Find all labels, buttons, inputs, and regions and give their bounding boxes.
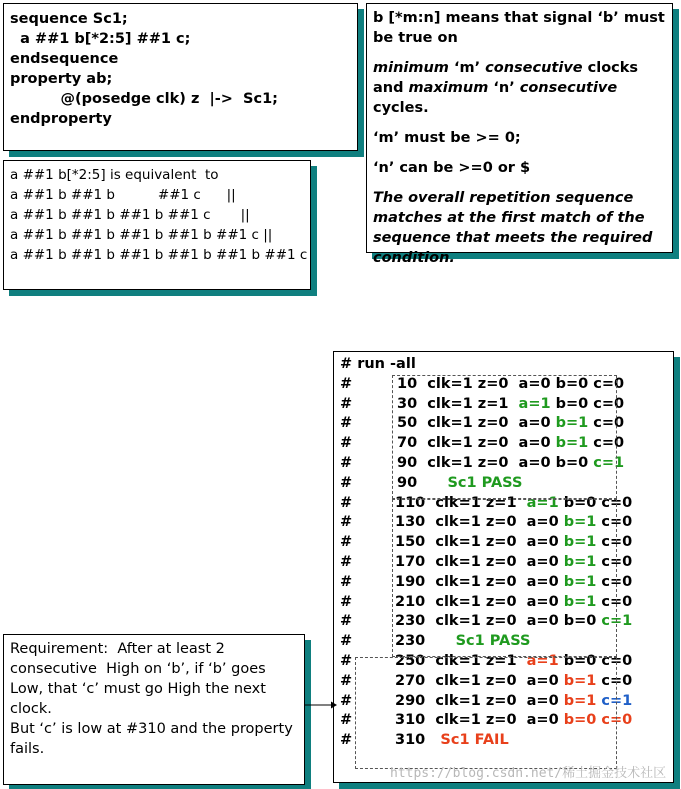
log-segment: b=0 c=0 bbox=[558, 652, 633, 669]
log-segment: 190 clk=1 z=0 a=0 bbox=[395, 573, 564, 590]
rule-text: clocks and bbox=[373, 60, 639, 96]
log-segment: c=0 bbox=[588, 415, 625, 432]
equiv-line: a ##1 b ##1 b ##1 c || bbox=[10, 187, 236, 203]
log-segment: 90 bbox=[397, 474, 448, 491]
log-segment: Sc1 PASS bbox=[447, 474, 523, 491]
log-segment: 230 bbox=[395, 633, 456, 650]
log-segment: a=1 bbox=[526, 652, 559, 669]
log-segment: 70 clk=1 z=0 a=0 bbox=[397, 435, 556, 452]
log-hash: # bbox=[340, 692, 353, 709]
log-segment: b=1 bbox=[563, 593, 597, 610]
rule-text: maximum bbox=[408, 80, 489, 96]
log-hash: # bbox=[340, 553, 353, 570]
simulation-log bbox=[333, 351, 674, 783]
log-header: # run -all bbox=[340, 356, 416, 372]
repetition-rule-notes bbox=[366, 3, 673, 266]
equiv-line: a ##1 b ##1 b ##1 b ##1 c || bbox=[10, 207, 250, 223]
log-segment: b=1 bbox=[563, 534, 597, 551]
log-segment: c=1 bbox=[593, 454, 625, 471]
log-hash: # bbox=[340, 534, 353, 551]
log-segment: 150 clk=1 z=0 a=0 bbox=[395, 534, 564, 551]
log-segment: c=0 bbox=[596, 514, 633, 531]
log-hash: # bbox=[340, 573, 353, 590]
log-segment: c=1 bbox=[601, 613, 633, 630]
pass-window-2 bbox=[392, 499, 617, 657]
log-segment: 250 clk=1 z=1 bbox=[395, 652, 527, 669]
code-line: sequence Sc1; bbox=[10, 11, 128, 27]
rule-text: minimum bbox=[373, 60, 449, 76]
pass-window-1 bbox=[392, 375, 617, 499]
sequence-property-code bbox=[3, 3, 358, 151]
log-hash: # bbox=[340, 593, 353, 610]
req-line: Low, that ‘c’ must go High the next bbox=[10, 681, 266, 697]
rule-first-match: The overall repetition sequence matches at the first match of the sequence that meets the required condition. bbox=[373, 190, 653, 266]
pointer-arrow-icon bbox=[305, 700, 337, 710]
log-segment: 230 clk=1 z=0 a=0 b=0 bbox=[395, 613, 602, 630]
log-hash: # bbox=[340, 494, 353, 511]
log-segment: 110 clk=1 z=1 bbox=[395, 494, 527, 511]
rule-text: ‘n’ bbox=[488, 80, 520, 96]
rule-text: consecutive bbox=[519, 80, 618, 96]
log-segment: b=1 bbox=[563, 692, 597, 709]
log-segment: 10 clk=1 z=0 a=0 b=0 c=0 bbox=[397, 375, 625, 392]
log-segment: b=1 bbox=[563, 553, 597, 570]
log-segment: c=0 bbox=[596, 593, 633, 610]
log-hash: # bbox=[340, 395, 353, 412]
log-segment: b=0 c=0 bbox=[563, 712, 633, 729]
equivalence-explanation bbox=[3, 160, 311, 290]
log-segment: b=0 c=0 bbox=[558, 494, 633, 511]
log-segment: c=0 bbox=[596, 534, 633, 551]
fail-window bbox=[355, 657, 617, 769]
code-line: a ##1 b[*2:5] ##1 c; bbox=[10, 31, 191, 47]
log-segment: b=1 bbox=[555, 415, 589, 432]
log-segment: Sc1 FAIL bbox=[440, 732, 509, 749]
log-segment: b=0 c=0 bbox=[550, 395, 625, 412]
log-segment: 130 clk=1 z=0 a=0 bbox=[395, 514, 564, 531]
log-segment: c=0 bbox=[588, 435, 625, 452]
log-hash: # bbox=[340, 652, 353, 669]
log-segment: 210 clk=1 z=0 a=0 bbox=[395, 593, 564, 610]
log-segment: a=1 bbox=[518, 395, 551, 412]
requirement-note bbox=[3, 634, 305, 785]
rule-text: ‘m’ bbox=[448, 60, 486, 76]
log-hash: # bbox=[340, 672, 353, 689]
req-line: clock. bbox=[10, 701, 52, 717]
log-segment: 270 clk=1 z=0 a=0 bbox=[395, 672, 564, 689]
log-hash: # bbox=[340, 514, 353, 531]
rule-n-constraint: ‘n’ can be >=0 or $ bbox=[373, 160, 531, 176]
rule-text: consecutive bbox=[485, 60, 583, 76]
rule-text: cycles. bbox=[373, 100, 429, 116]
req-line: Requirement: After at least 2 bbox=[10, 641, 225, 657]
log-hash: # bbox=[340, 613, 353, 630]
log-hash: # bbox=[340, 712, 353, 729]
code-line: property ab; bbox=[10, 71, 113, 87]
log-segment: Sc1 PASS bbox=[455, 633, 531, 650]
log-segment: a=1 bbox=[526, 494, 559, 511]
log-segment: 90 clk=1 z=0 a=0 b=0 bbox=[397, 454, 594, 471]
log-hash: # bbox=[340, 415, 353, 432]
log-hash: # bbox=[340, 375, 353, 392]
log-segment: 30 clk=1 z=1 bbox=[397, 395, 519, 412]
log-segment: b=1 bbox=[563, 573, 597, 590]
log-segment: 290 clk=1 z=0 a=0 bbox=[395, 692, 564, 709]
equiv-line: a ##1 b ##1 b ##1 b ##1 b ##1 b ##1 c bbox=[10, 247, 308, 263]
log-segment: c=0 bbox=[596, 553, 633, 570]
log-hash: # bbox=[340, 633, 353, 650]
log-segment: b=1 bbox=[555, 435, 589, 452]
rule-m-constraint: ‘m’ must be >= 0; bbox=[373, 130, 521, 146]
log-segment: b=1 bbox=[563, 514, 597, 531]
log-hash: # bbox=[340, 454, 353, 471]
log-hash: # bbox=[340, 435, 353, 452]
log-hash: # bbox=[340, 732, 353, 749]
log-segment: 310 bbox=[395, 732, 441, 749]
equiv-line: a ##1 b[*2:5] is equivalent to bbox=[10, 167, 219, 183]
log-segment: 170 clk=1 z=0 a=0 bbox=[395, 553, 564, 570]
log-segment: b=1 bbox=[563, 672, 597, 689]
code-line: @(posedge clk) z |-> Sc1; bbox=[10, 91, 278, 107]
rule-min-max bbox=[373, 58, 666, 118]
equiv-line: a ##1 b ##1 b ##1 b ##1 b ##1 c || bbox=[10, 227, 273, 243]
log-segment: c=0 bbox=[596, 672, 633, 689]
rule-definition: b [*m:n] means that signal ‘b’ must be true on bbox=[373, 10, 665, 46]
log-segment: 50 clk=1 z=0 a=0 bbox=[397, 415, 556, 432]
code-line: endsequence bbox=[10, 51, 119, 67]
log-hash: # bbox=[340, 474, 353, 491]
watermark: https://blog.csdn.net/稀土掘金技术社区 bbox=[390, 766, 667, 781]
req-line: consecutive High on ‘b’, if ‘b’ goes bbox=[10, 661, 266, 677]
code-line: endproperty bbox=[10, 111, 112, 127]
log-segment: 310 clk=1 z=0 a=0 bbox=[395, 712, 564, 729]
req-line: fails. bbox=[10, 741, 45, 757]
log-segment: c=0 bbox=[596, 573, 633, 590]
log-segment: c=1 bbox=[601, 692, 633, 709]
req-line: But ‘c’ is low at #310 and the property bbox=[10, 721, 293, 737]
